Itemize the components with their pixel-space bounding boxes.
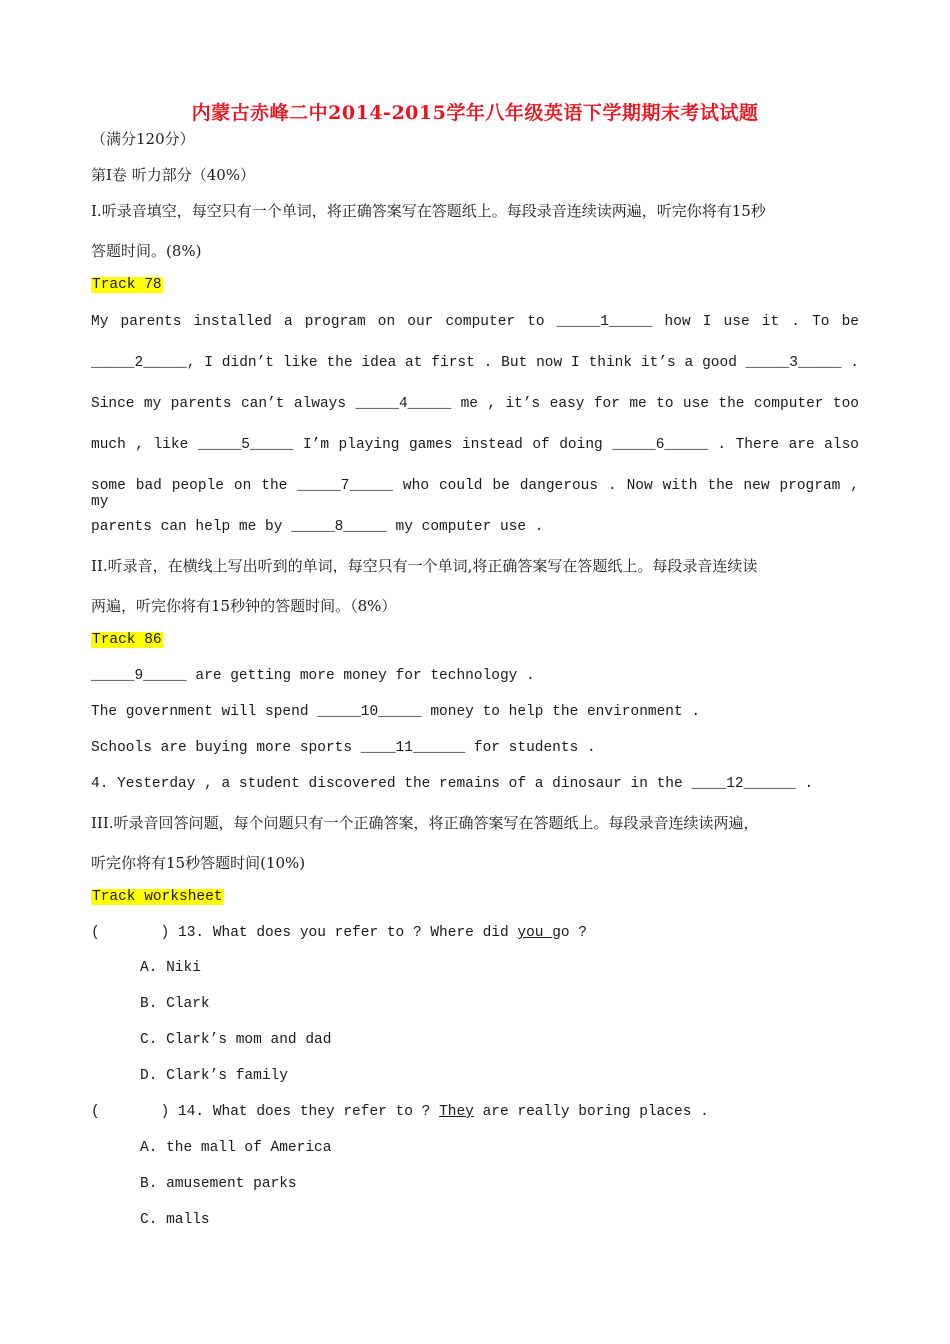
- section2-line: The government will spend _____10_____ money to help the environment .: [91, 704, 701, 720]
- question-13-underlined: you: [517, 925, 553, 941]
- question-14-option-c: C. malls: [140, 1212, 210, 1228]
- part1-heading: 第Ⅰ卷 听力部分（40%）: [91, 166, 256, 184]
- section3-track: [91, 889, 224, 905]
- section1-line: Since my parents can’t always _____4_____ me , it’s easy for me to use the computer too: [91, 396, 859, 412]
- question-14-option-b: B. amusement parks: [140, 1176, 297, 1192]
- question-14-prefix: ( ) 14. What does they refer to ?: [91, 1104, 440, 1120]
- document-title: 内蒙古赤峰二中2014-2015学年八年级英语下学期期末考试试题: [191, 102, 759, 124]
- question-13: [91, 925, 587, 941]
- section1-instruction-line2: 答题时间。(8%): [91, 242, 202, 260]
- question-13-option-c: C. Clark’s mom and dad: [140, 1032, 332, 1048]
- track-label: Track worksheet: [92, 889, 223, 905]
- section1-line: _____2_____, I didn’t like the idea at first . But now I think it’s a good _____3_____ .: [91, 355, 859, 371]
- section3-instruction-line1: III.听录音回答问题，每个问题只有一个正确答案，将正确答案写在答题纸上。每段录音连续读两遍，: [91, 814, 759, 832]
- section1-line: much , like _____5_____ I’m playing games instead of doing _____6_____ . There are also: [91, 437, 859, 453]
- question-13-suffix: go ?: [552, 925, 587, 941]
- question-13-option-a: A. Niki: [140, 960, 201, 976]
- section2-instruction-line1: II.听录音，在横线上写出听到的单词，每空只有一个单词,将正确答案写在答题纸上。每段录音连续读: [91, 557, 758, 575]
- question-14-option-a: A. the mall of America: [140, 1140, 332, 1156]
- track-label: Track 78: [92, 277, 162, 293]
- section1-line: My parents installed a program on our computer to _____1_____ how I use it . To be: [91, 314, 859, 330]
- question-14-suffix: are really boring places .: [473, 1104, 709, 1120]
- section2-line: 4. Yesterday , a student discovered the remains of a dinosaur in the ____12______ .: [91, 776, 814, 792]
- section2-line: _____9_____ are getting more money for technology .: [91, 668, 535, 684]
- section2-track: [91, 632, 163, 648]
- section2-instruction-line2: 两遍，听完你将有15秒钟的答题时间。（8%）: [91, 597, 397, 615]
- score-note: （满分120分）: [91, 130, 195, 148]
- question-13-option-d: D. Clark’s family: [140, 1068, 288, 1084]
- section1-track: [91, 277, 163, 293]
- section2-line: Schools are buying more sports ____11______ for students .: [91, 740, 596, 756]
- section1-instruction-line1: I.听录音填空，每空只有一个单词，将正确答案写在答题纸上。每段录音连续读两遍，听完你将有15秒: [91, 202, 766, 220]
- section1-line: parents can help me by _____8_____ my computer use .: [91, 519, 544, 535]
- question-14-underlined: They: [439, 1104, 474, 1120]
- track-label: Track 86: [92, 632, 162, 648]
- section1-line: some bad people on the _____7_____ who could be dangerous . Now with the new program , my: [91, 478, 859, 510]
- question-13-option-b: B. Clark: [140, 996, 210, 1012]
- question-14: [91, 1104, 709, 1120]
- section3-instruction-line2: 听完你将有15秒答题时间(10%): [91, 854, 306, 872]
- question-13-prefix: ( ) 13. What does you refer to ? Where did: [91, 925, 518, 941]
